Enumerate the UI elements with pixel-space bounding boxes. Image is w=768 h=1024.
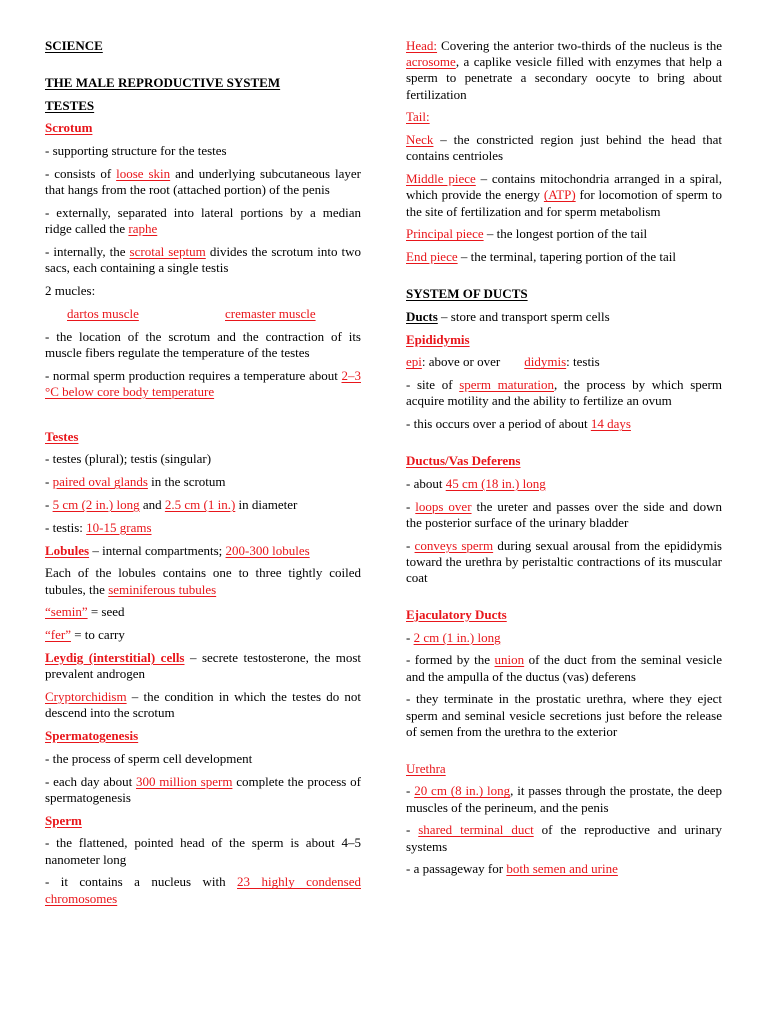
testes-point-2: - paired oval glands in the scrotum	[45, 474, 226, 490]
neck-definition: Neck – the constricted region just behind the head that contains centrioles	[406, 132, 722, 164]
leydig-cells: Leydig (interstitial) cells – secrete testosterone, the most prevalent androgen	[45, 649, 361, 682]
ejaculatory-point-1: - 2 cm (1 in.) long	[406, 629, 501, 645]
muscles-label: 2 mucles:	[45, 282, 96, 298]
right-column	[406, 38, 722, 884]
urethra-heading: Urethra	[406, 760, 446, 776]
spermatogenesis-point-2: - each day about 300 million sperm complete the process of spermatogenesis	[45, 773, 361, 805]
urethra-point-3: - a passageway for both semen and urine	[406, 861, 618, 877]
vas-point-1: - about 45 cm (18 in.) long	[406, 475, 546, 491]
chapter-heading: THE MALE REPRODUCTIVE SYSTEM	[45, 74, 281, 90]
sperm-head-definition: Head: Covering the anterior two-thirds of the nucleus is the acrosome, a caplike vesicle filled with enzymes that help a sperm to penetrate a secondary oocyte to bring about fertilization	[406, 38, 722, 102]
middle-piece-definition: Middle piece – contains mitochondria arranged in a spiral, which provide the energy (ATP) for locomotion of sperm to the site of fertilization and for sperm metabolism	[406, 171, 722, 219]
scrotum-point-2: - consists of loose skin and underlying subcutaneous layer that hangs from the root (attached portion) of the penis	[45, 165, 361, 198]
cryptorchidism: Cryptorchidism – the condition in which the testes do not descend into the scrotum	[45, 688, 361, 721]
urethra-point-2: - shared terminal duct of the reproductive and urinary systems	[406, 822, 722, 854]
sperm-point-1: - the flattened, pointed head of the sperm is about 4–5 nanometer long	[45, 835, 361, 867]
spermatogenesis-heading: Spermatogenesis	[45, 727, 139, 743]
ducts-section-heading: SYSTEM OF DUCTS	[406, 286, 528, 301]
left-column	[45, 38, 361, 913]
ejaculatory-point-2: - formed by the union of the duct from the seminal vesicle and the ampulla of the ductus (vas) deferens	[406, 652, 722, 684]
testes-point-4: - testis: 10-15 grams	[45, 519, 152, 535]
principal-piece-definition: Principal piece – the longest portion of the tail	[406, 226, 648, 242]
ejaculatory-point-3: - they terminate in the prostatic urethra, where they eject sperm and seminal vesicle secretions just before the release of semen from the urethra to the exterior	[406, 691, 722, 739]
spermatogenesis-point-1: - the process of sperm cell development	[45, 750, 253, 766]
lobules-line: Lobules – internal compartments; 200-300 lobules	[45, 542, 310, 558]
scrotum-point-4: - internally, the scrotal septum divides the scrotum into two sacs, each containing a single testis	[45, 243, 362, 276]
sperm-heading: Sperm	[45, 812, 82, 828]
epididymis-point-2: - this occurs over a period of about 14 days	[406, 416, 631, 432]
epididymis-etymology: epi: above or over didymis: testis	[406, 354, 600, 370]
epididymis-heading: Epididymis	[406, 331, 470, 347]
vas-point-3: - conveys sperm during sexual arousal from the epididymis toward the urethra by peristaltic contractions of its muscular coat	[406, 537, 722, 585]
scrotum-point-3: - externally, separated into lateral portions by a median ridge called the raphe	[45, 204, 361, 237]
fer-definition: “fer” = to carry	[45, 627, 125, 643]
lobules-description: Each of the lobules contains one to three tightly coiled tubules, the seminiferous tubules	[45, 565, 361, 597]
ejaculatory-ducts-heading: Ejaculatory Ducts	[406, 606, 507, 622]
semin-definition: “semin” = seed	[45, 604, 125, 620]
vas-deferens-heading: Ductus/Vas Deferens	[406, 452, 521, 468]
scrotum-heading: Scrotum	[45, 120, 93, 136]
scrotum-point-5: - the location of the scrotum and the contraction of its muscle fibers regulate the temperature of the testes	[45, 328, 361, 360]
muscles-list	[45, 306, 361, 322]
tail-label: Tail:	[406, 109, 430, 125]
subject-heading: SCIENCE	[45, 38, 103, 53]
urethra-point-1: - 20 cm (8 in.) long, it passes through the prostate, the deep muscles of the perineum, and the penis	[406, 783, 722, 815]
testes-heading: TESTES	[45, 97, 95, 113]
sperm-point-2: - it contains a nucleus with 23 highly condensed chromosomes	[45, 874, 361, 906]
testes-point-1: - testes (plural); testis (singular)	[45, 451, 212, 467]
muscle-2: cremaster muscle	[225, 305, 316, 321]
testes-subheading: Testes	[45, 428, 79, 444]
scrotum-point-1: - supporting structure for the testes	[45, 143, 227, 159]
muscle-1: dartos muscle	[67, 305, 139, 321]
ducts-definition: Ducts – store and transport sperm cells	[406, 308, 610, 324]
scrotum-point-6: - normal sperm production requires a temperature about 2–3 °C below core body temperature	[45, 367, 361, 399]
epididymis-point-1: - site of sperm maturation, the process by which sperm acquire motility and the ability to fertilize an ovum	[406, 377, 722, 409]
vas-point-2: - loops over the ureter and passes over the side and down the posterior surface of the urinary bladder	[406, 498, 722, 530]
end-piece-definition: End piece – the terminal, tapering portion of the tail	[406, 249, 677, 265]
testes-point-3: - 5 cm (2 in.) long and 2.5 cm (1 in.) in diameter	[45, 496, 298, 512]
